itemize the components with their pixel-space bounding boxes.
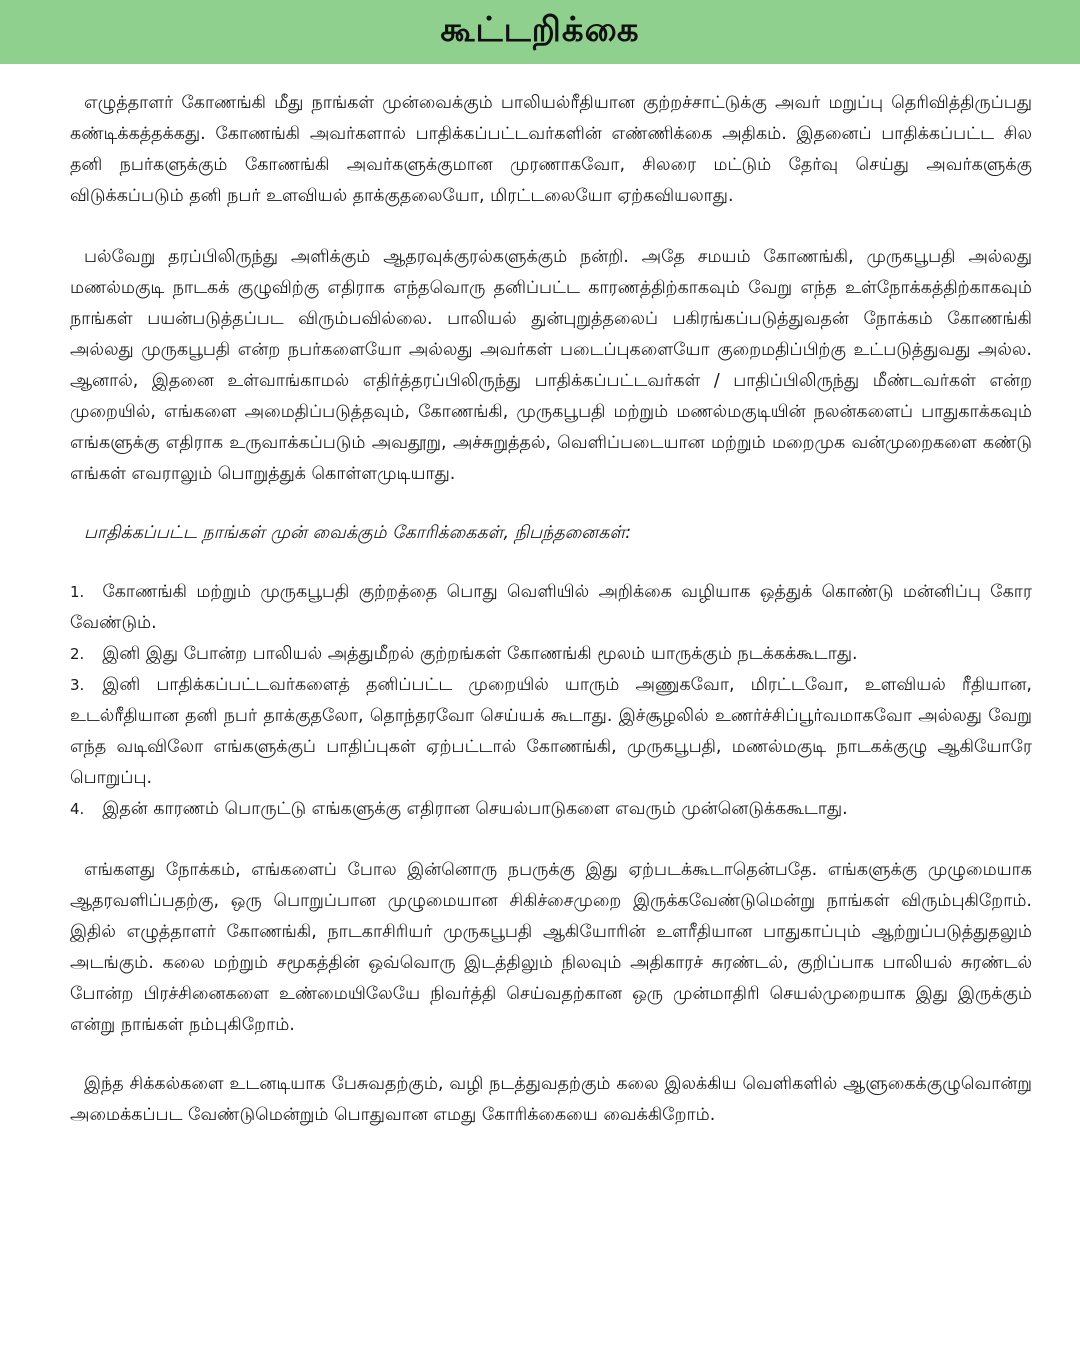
demand-item (70, 639, 1032, 670)
demands-list (70, 577, 1032, 825)
document-title: கூட்டறிக்கை (440, 10, 640, 50)
spacer (70, 1041, 1032, 1069)
spacer (70, 825, 1032, 855)
spacer (70, 212, 1032, 242)
spacer (70, 490, 1032, 518)
demand-text: கோணங்கி மற்றும் முருகபூபதி குற்றத்தை பொது வெளியில் அறிக்கை வழியாக ஒத்துக் கொண்டு மன்னிப்பு கோர வேண்டும். (70, 582, 1032, 633)
demand-text: இனி பாதிக்கப்பட்டவர்களைத் தனிப்பட்ட முறையில் யாரும் அணுகவோ, மிரட்டவோ, உளவியல் ரீதியான, உடல்ரீதியான தனி நபர் தாக்குதலோ, தொந்தரவோ செய்யக் கூடாது. இச்சூழலில் உணர்ச்சிப்பூர்வமாகவோ அல்லது வேறு எந்த வடிவிலோ எங்களுக்குப் பாதிப்புகள் ஏற்பட்டால் கோணங்கி, முருகபூபதி, மணல்மகுடி நாடகக்குழு ஆகியோரே பொறுப்பு. (70, 675, 1032, 788)
demand-number: 1. (70, 583, 85, 601)
demand-number: 2. (70, 645, 85, 663)
demands-heading: பாதிக்கப்பட்ட நாங்கள் முன் வைக்கும் கோரிக்கைகள், நிபந்தனைகள்: (84, 523, 632, 543)
title-banner (0, 0, 1080, 64)
paragraph-1: எழுத்தாளர் கோணங்கி மீது நாங்கள் முன்வைக்கும் பாலியல்ரீதியான குற்றச்சாட்டுக்கு அவர் மறுப்பு தெரிவித்திருப்பது கண்டிக்கத்தக்கது. கோணங்கி அவர்களால் பாதிக்கப்பட்டவர்களின் எண்ணிக்கை அதிகம். இதனைப் பாதிக்கப்பட்ட சில தனி நபர்களுக்கும் கோணங்கி அவர்களுக்குமான முரணாகவோ, சிலரை மட்டும் தேர்வு செய்து அவர்களுக்கு விடுக்கப்படும் தனி நபர் உளவியல் தாக்குதலையோ, மிரட்டலையோ ஏற்கவியலாது. (70, 93, 1032, 206)
demand-item (70, 670, 1032, 794)
demand-item (70, 794, 1032, 825)
demand-item (70, 577, 1032, 639)
spacer (70, 549, 1032, 577)
demand-text: இதன் காரணம் பொருட்டு எங்களுக்கு எதிரான செயல்பாடுகளை எவரும் முன்னெடுக்ககூடாது. (102, 799, 848, 819)
paragraph-4: இந்த சிக்கல்களை உடனடியாக பேசுவதற்கும், வழி நடத்துவதற்கும் கலை இலக்கிய வெளிகளில் ஆளுகைக்குழுவொன்று அமைக்கப்பட வேண்டுமென்றும் பொதுவான எமது கோரிக்கையை வைக்கிறோம். (70, 1074, 1032, 1125)
demand-number: 3. (70, 676, 85, 694)
paragraph-3: எங்களது நோக்கம், எங்களைப் போல இன்னொரு நபருக்கு இது ஏற்படக்கூடாதென்பதே. எங்களுக்கு முழுமையாக ஆதரவளிப்பதற்கு, ஒரு பொறுப்பான முழுமையான சிகிச்சைமுறை இருக்கவேண்டுமென்று நாங்கள் விரும்புகிறோம். இதில் எழுத்தாளர் கோணங்கி, நாடகாசிரியர் முருகபூபதி ஆகியோரின் உளரீதியான பாதுகாப்பும் ஆற்றுப்படுத்துதலும் அடங்கும். கலை மற்றும் சமூகத்தின் ஒவ்வொரு இடத்திலும் நிலவும் அதிகாரச் சுரண்டல், குறிப்பாக பாலியல் சுரண்டல் போன்ற பிரச்சினைகளை உண்மையிலேயே நிவர்த்தி செய்வதற்கான ஒரு முன்மாதிரி செயல்முறையாக இது இருக்கும் என்று நாங்கள் நம்புகிறோம். (70, 860, 1032, 1035)
demand-number: 4. (70, 800, 85, 818)
demand-text: இனி இது போன்ற பாலியல் அத்துமீறல் குற்றங்கள் கோணங்கி மூலம் யாருக்கும் நடக்கக்கூடாது. (102, 644, 858, 664)
paragraph-2: பல்வேறு தரப்பிலிருந்து அளிக்கும் ஆதரவுக்குரல்களுக்கும் நன்றி. அதே சமயம் கோணங்கி, முருகபூபதி அல்லது மணல்மகுடி நாடகக் குழுவிற்கு எதிராக எந்தவொரு தனிப்பட்ட காரணத்திற்காகவும் வேறு எந்த உள்நோக்கத்திற்காகவும் நாங்கள் பயன்படுத்தப்பட விரும்பவில்லை. பாலியல் துன்புறுத்தலைப் பகிரங்கப்படுத்துவதன் நோக்கம் கோணங்கி அல்லது முருகபூபதி என்ற நபர்களையோ அல்லது அவர்கள் படைப்புகளையோ குறைமதிப்பிற்கு உட்படுத்துவது அல்ல. ஆனால், இதனை உள்வாங்காமல் எதிர்த்தரப்பிலிருந்து பாதிக்கப்பட்டவர்கள் / பாதிப்பிலிருந்து மீண்டவர்கள் என்ற முறையில், எங்களை அமைதிப்படுத்தவும், கோணங்கி, முருகபூபதி மற்றும் மணல்மகுடியின் நலன்களைப் பாதுகாக்கவும் எங்களுக்கு எதிராக உருவாக்கப்படும் அவதூறு, அச்சுறுத்தல், வெளிப்படையான மற்றும் மறைமுக வன்முறைகளை கண்டு எங்கள் எவராலும் பொறுத்துக் கொள்ளமுடியாது. (70, 247, 1032, 484)
statement-body (70, 88, 1032, 1131)
